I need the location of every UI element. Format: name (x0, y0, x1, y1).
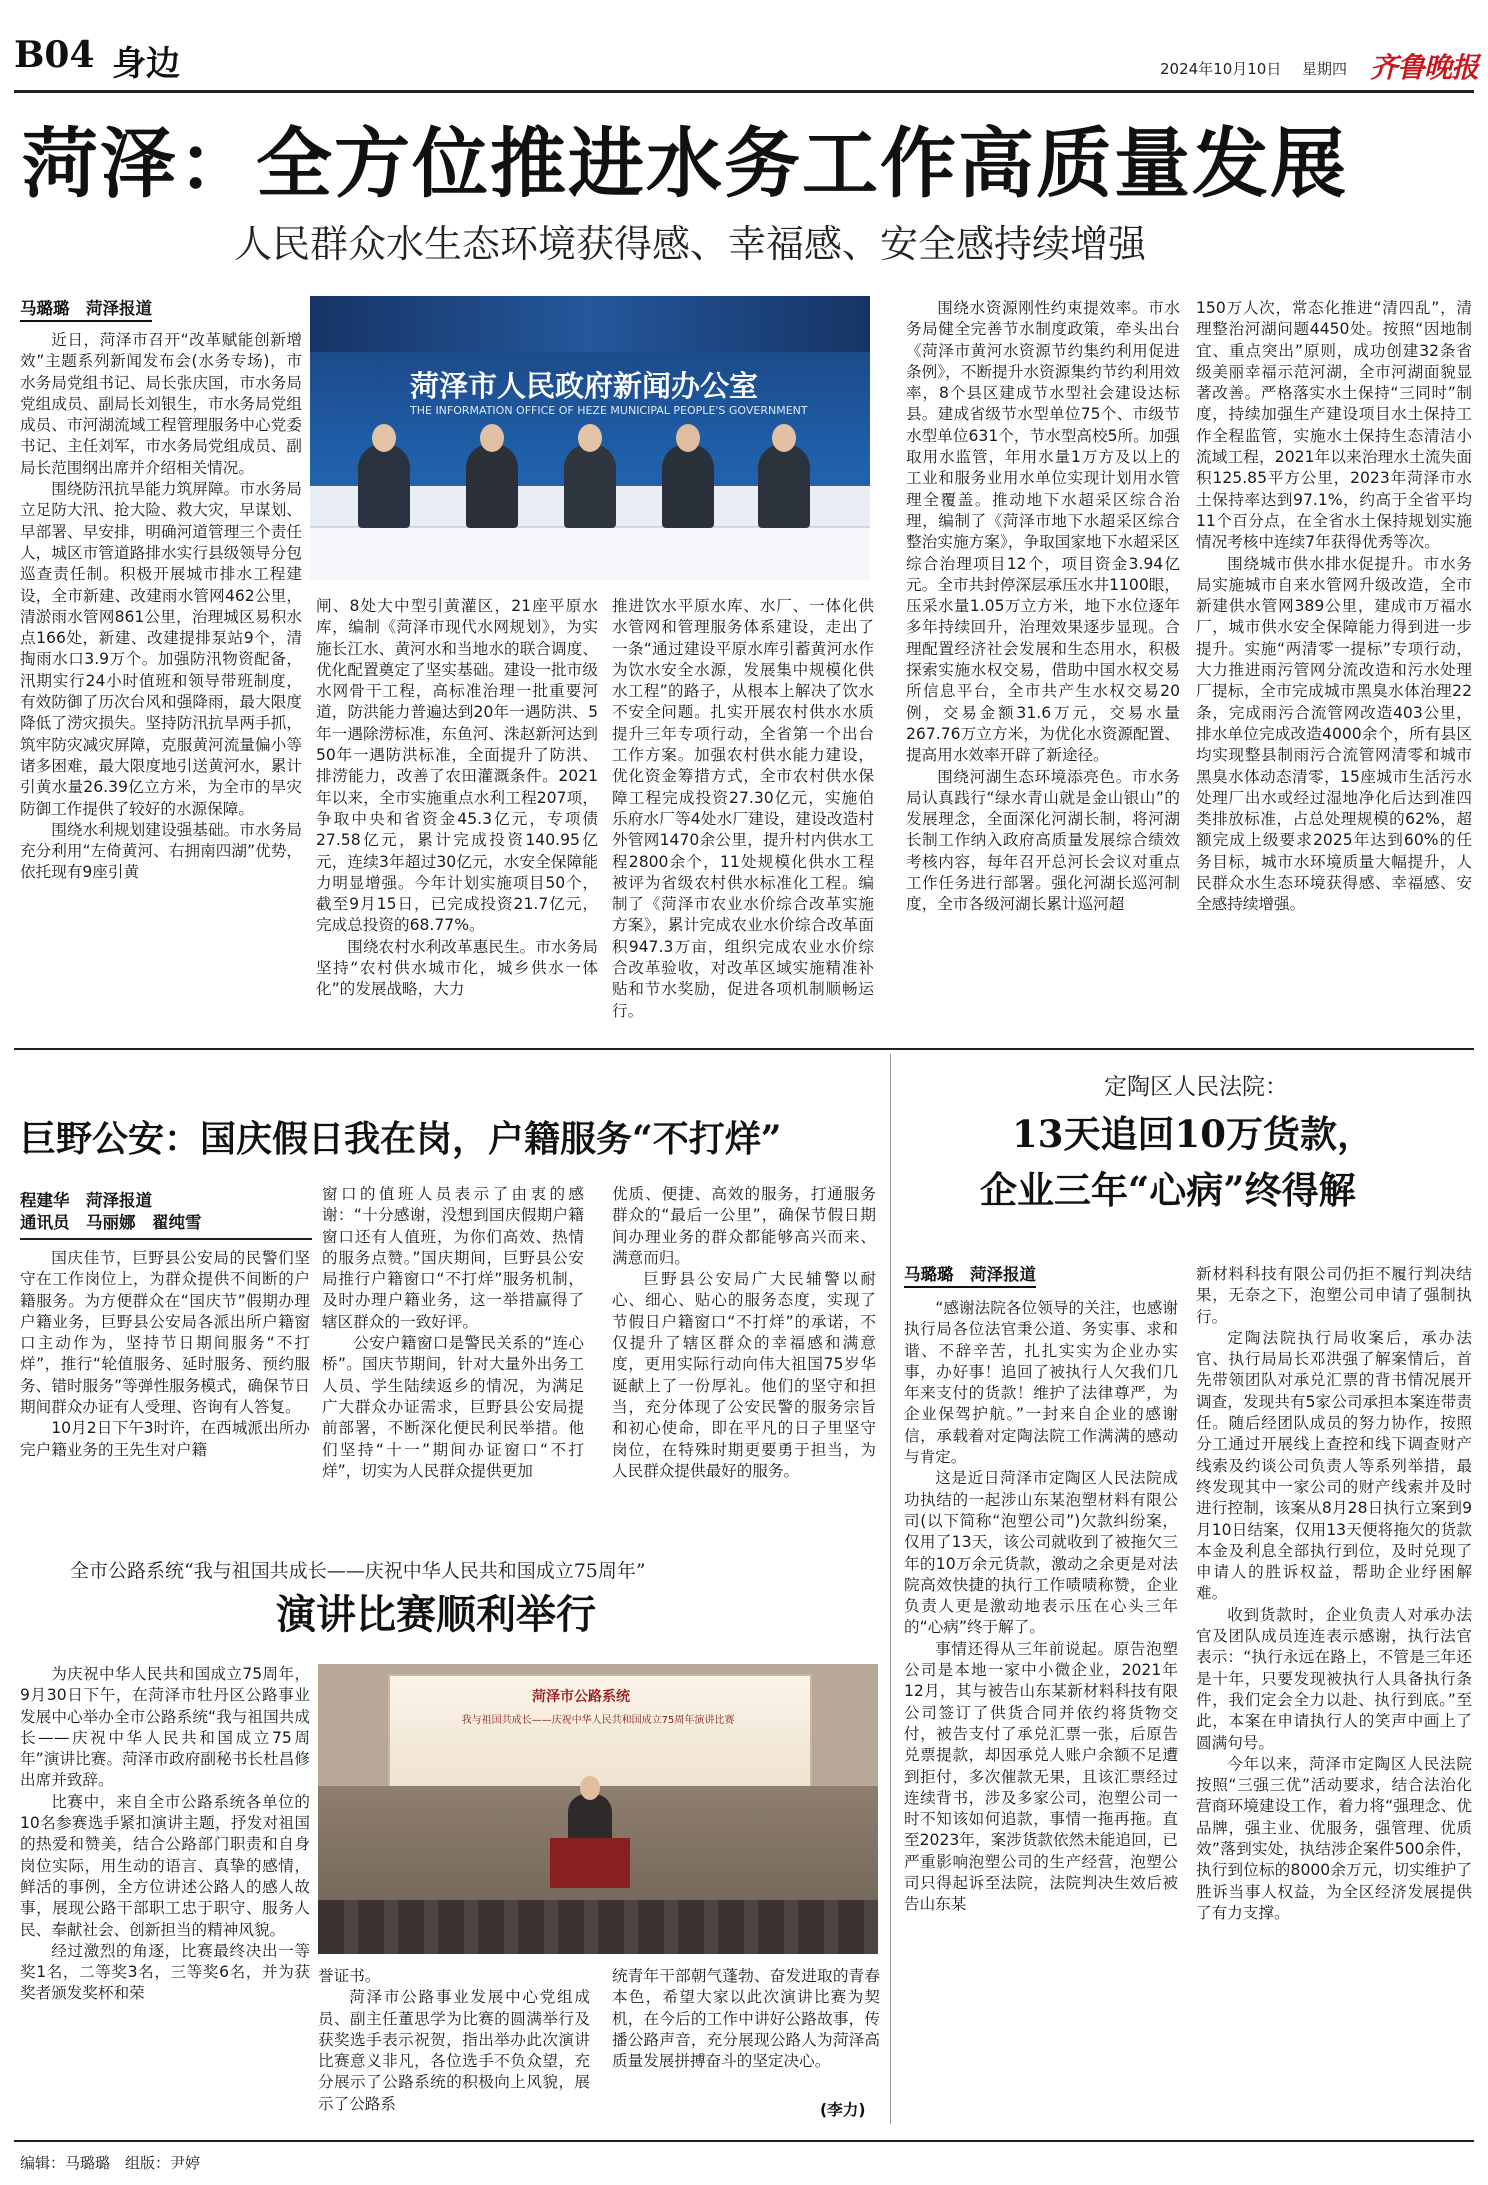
speech-kicker: 全市公路系统“我与祖国共成长——庆祝中华人民共和国成立75周年” (70, 1560, 646, 1582)
issue-weekday: 星期四 (1302, 60, 1348, 78)
paragraph: 围绕农村水利改革惠民生。市水务局坚持“农村供水城市化，城乡供水一体化”的发展战略，大力 (316, 937, 598, 999)
main-subheadline: 人民群众水生态环境获得感、幸福感、安全感持续增强 (234, 222, 1147, 266)
paragraph: 经过激烈的角逐，比赛最终决出一等奖1名，二等奖3名，三等奖6名，并为获奖者颁发奖杯和荣 (20, 1941, 310, 2003)
police-byline-reporter: 程建华 菏泽报道 (20, 1191, 152, 1210)
issue-date: 2024年10月10日 (1160, 60, 1282, 78)
section-divider (14, 1048, 1474, 1050)
paragraph: 窗口的值班人员表示了由衷的感谢：“十分感谢，没想到国庆假期户籍窗口还有人值班，为你们高效、热情的服务点赞。”国庆期间，巨野县公安局推行户籍窗口“不打烊”服务机制，及时办理户籍业务，这一举措赢得了辖区群众的一致好评。 (322, 1185, 584, 1331)
main-byline: 马璐璐 菏泽报道 (20, 298, 152, 322)
police-column-2 (322, 1184, 584, 1538)
main-headline: 菏泽：全方位推进水务工作高质量发展 (22, 119, 1348, 208)
paragraph: 定陶法院执行局收案后，承办法官、执行局局长邓洪强了解案情后，首先带领团队对承兑汇票的背书情况展开调查，发现共有5家公司承担本案连带责任。随后经团队成员的努力协作，按照分工通过开展线上查控和线下调查财产线索及约谈公司负责人等系列举措，最终发现其中一家公司的财产线索并及时进行控制，该案从8月28日执行立案到9月10日结案，仅用13天便将拖欠的货款本金及利息全部执行到位，及时兑现了申请人的胜诉权益，帮助企业纾困解难。 (1196, 1328, 1472, 1603)
court-kicker: 定陶区人民法院： (1104, 1074, 1288, 1100)
footer-rule (14, 2140, 1474, 2142)
speech-photo-caption: 我与祖国共成长——庆祝中华人民共和国成立75周年演讲比赛 (461, 1715, 735, 1726)
paragraph: 誉证书。 (318, 1967, 381, 1985)
paragraph: 新材料科技有限公司仍拒不履行判决结果，无奈之下，泡塑公司申请了强制执行。 (1196, 1265, 1472, 1326)
section-name: 身边 (112, 44, 180, 84)
press-conference-photo (310, 296, 870, 580)
court-headline-line-2: 企业三年“心病”终得解 (980, 1168, 1356, 1212)
paragraph: 统青年干部朝气蓬勃、奋发进取的青春本色，希望大家以此次演讲比赛为契机，在今后的工作中讲好公路故事，传播公路声音，充分展现公路人为菏泽高质量发展拼搏奋斗的坚定决心。 (612, 1967, 880, 2071)
police-column-3 (612, 1184, 876, 1538)
paragraph: 为庆祝中华人民共和国成立75周年，9月30日下午，在菏泽市牡丹区公路事业发展中心举办全市公路系统“我与祖国共成长——庆祝中华人民共和国成立75周年”演讲比赛。菏泽市政府副秘书长杜昌修出席并致辞。 (20, 1665, 310, 1790)
paper-logo: 齐鲁晚报 (1370, 51, 1479, 84)
court-column-2 (1196, 1264, 1472, 2124)
paragraph: 事情还得从三年前说起。原告泡塑公司是本地一家中小微企业，2021年12月，其与被告山东某新材料科技有限公司签订了供货合同并依约将货物交付，被告支付了承兑汇票一张，后原告兑票提款，却因承兑人账户余额不足遭到拒付，多次催款无果，且该汇票经过连续背书，涉及多家公司，泡塑公司一时不知该如何追款，事情一拖再拖。直至2023年，案涉货款依然未能追回，已严重影响泡塑公司的生产经营，泡塑公司只得起诉至法院，法院判决生效后被告山东某 (904, 1639, 1178, 1914)
paragraph: 收到货款时，企业负责人对承办法官及团队成员连连表示感谢，执行法官表示：“执行永远在路上，不管是三年还是十年，只要发现被执行人具备执行条件，我们定会全力以赴、执行到底。”至此，本案在申请执行人的笑声中画上了圆满句号。 (1196, 1605, 1472, 1752)
speech-column-1 (20, 1664, 310, 2124)
editor-credit: 编辑：马璐璐 组版：尹婷 (20, 2154, 201, 2172)
speech-column-3 (612, 1966, 880, 2096)
speech-photo-banner: 菏泽市公路系统 (532, 1689, 630, 1705)
paragraph: 优质、便捷、高效的服务，打通服务群众的“最后一公里”，确保节假日期间办理业务的群众都能够高兴而来、满意而归。 (612, 1185, 876, 1267)
main-article-column-4 (906, 298, 1180, 1035)
speech-headline: 演讲比赛顺利举行 (276, 1591, 596, 1638)
police-column-1 (20, 1248, 310, 1538)
photo-banner-title: 菏泽市人民政府新闻办公室 (410, 369, 759, 403)
paragraph: 菏泽市公路事业发展中心党组成员、副主任董思学为比赛的圆满举行及获奖选手表示祝贺，指出举办此次演讲比赛意义非凡，各位选手不负众望，充分展示了公路系统的积极向上风貌，展示了公路系 (318, 1988, 590, 2113)
paragraph: 这是近日菏泽市定陶区人民法院成功执结的一起涉山东某泡塑材料有限公司(以下简称“泡塑公司”)欠款纠纷案，仅用了13天，该公司就收到了被拖欠三年的10万余元货款，激动之余更是对法院高效快捷的执行工作啧啧称赞，企业负责人更是激动地表示压在心头三年的“心病”终于解了。 (904, 1469, 1178, 1637)
paragraph: 国庆佳节，巨野县公安局的民警们坚守在工作岗位上，为群众提供不间断的户籍服务。为方便群众在“国庆节”假期办理户籍业务，巨野县公安局各派出所户籍窗口主动作为，坚持节日期间服务“不打烊”，推行“轮值服务、延时服务、预约服务、错时服务”等弹性服务模式，确保节日期间群众办证有人受理、咨询有人答复。 (20, 1249, 310, 1417)
paragraph: 围绕水资源刚性约束提效率。市水务局健全完善节水制度政策，牵头出台《菏泽市黄河水资源节约集约利用促进条例》，不断提升水资源集约节约利用效率，8个县区建成节水型社会建设达标县。建成省级节水型单位75个、市级节水型单位631个，节水型高校5所。加强取用水监管，年用水量1万方及以上的工业和服务业用水单位实现计划用水管理全覆盖。推动地下水超采区综合治理，编制了《菏泽市地下水超采区综合整治实施方案》，争取国家地下水超采区综合治理项目12个，项目资金3.94亿元。全市共封停深层承压水井1100眼，压采水量1.05万立方米，地下水位逐年多年持续回升，治理效果逐步显现。合理配置经济社会发展和生态用水，积极探索实施水权交易，借助中国水权交易所信息平台，全市共产生水权交易20例，交易金额31.6万元，交易水量267.76万立方米，为优化水资源配置、提高用水效率开辟了新途径。 (906, 299, 1180, 765)
main-article-column-1 (20, 330, 302, 1035)
paragraph: 围绕水利规划建设强基础。市水务局充分利用“左倚黄河、右拥南四湖”优势，依托现有9座引黄 (20, 820, 302, 882)
paragraph: 近日，菏泽市召开“改革赋能创新增效”主题系列新闻发布会(水务专场)，市水务局党组书记、局长张庆国，市水务局党组成员、副局长刘银生，市水务局党组成员、市河湖流域工程管理服务中心党委书记、主任刘军，市水务局党组成员、副局长范围纲出席并介绍相关情况。 (20, 331, 302, 477)
paragraph: 150万人次，常态化推进“清四乱”，清理整治河湖问题4450处。按照“因地制宜、重点突出”原则，成功创建32条省级美丽幸福示范河湖，全市河湖面貌显著改善。严格落实水土保持“三同时”制度，持续加强生产建设项目水土保持工作全程监管，实施水土保持生态清洁小流域工程，2021年以来治理水土流失面积125.85平方公里，2023年菏泽市水土保持率达到97.1%，约高于全省平均11个百分点，在全省水土保持规划实施情况考核中连续7年获得优秀等次。 (1196, 299, 1472, 552)
paragraph: 公安户籍窗口是警民关系的“连心桥”。国庆节期间，针对大量外出务工人员、学生陆续返乡的情况，为满足广大群众办证需求，巨野县公安局提前部署，不断深化便民利民举措。他们坚持“十一”期间办证窗口“不打烊”，切实为人民群众提供更加 (322, 1334, 584, 1480)
photo-banner-subtitle: THE INFORMATION OFFICE OF HEZE MUNICIPAL PEOPLE'S GOVERNMENT (410, 404, 808, 417)
paragraph: 10月2日下午3时许，在西城派出所办完户籍业务的王先生对户籍 (20, 1419, 310, 1459)
paragraph: 巨野县公安局广大民辅警以耐心、细心、贴心的服务态度，实现了节假日户籍窗口“不打烊”的承诺，不仅提升了辖区群众的幸福感和满意度，更用实际行动向伟大祖国75岁华诞献上了一份厚礼。他们的坚守和担当，充分体现了公安民警的服务宗旨和初心使命，即在平凡的日子里坚守岗位，在特殊时期更要勇于担当，为人民群众提供最好的服务。 (612, 1270, 876, 1480)
paragraph: 比赛中，来自全市公路系统各单位的10名参赛选手紧扣演讲主题，抒发对祖国的热爱和赞美，结合公路部门职责和自身岗位实际，用生动的语言、真挚的感情，鲜活的事例，全方位讲述公路人的感人故事，展现公路干部职工忠于职守、服务人民、奉献社会、创新担当的精神风貌。 (20, 1792, 310, 1939)
speech-contest-photo (318, 1664, 878, 1954)
paragraph: 今年以来，菏泽市定陶区人民法院按照“三强三优”活动要求，结合法治化营商环境建设工作，着力将“强理念、优品牌，强主业、优服务，强管理、优质效”落到实处，执结涉企案件500余件，执行到位标的8000余万元，切实维护了胜诉当事人权益，为全区经济发展提供了有力支撑。 (1196, 1754, 1472, 1922)
police-byline-correspondent: 通讯员 马丽娜 翟纯雪 (20, 1213, 202, 1232)
paragraph: 闸、8处大中型引黄灌区，21座平原水库，编制《菏泽市现代水网规划》，为实施长江水、黄河水和当地水的联合调度、优化配置奠定了坚实基础。建设一批市级水网骨干工程，高标准治理一批重要河道，防洪能力普遍达到20年一遇防洪、5年一遇除涝标准，东鱼河、洙赵新河达到50年一遇防洪标准，全面提升了防洪、排涝能力，改善了农田灌溉条件。2021年以来，全市实施重点水利工程207项，争取中央和省资金45.3亿元，专项债27.58亿元，累计完成投资140.95亿元，连续3年超过30亿元，水安全保障能力明显增强。今年计划实施项目50个，截至9月15日，已完成投资21.7亿元，完成总投资的68.77%。 (316, 597, 598, 935)
paragraph: 围绕防汛抗旱能力筑屏障。市水务局立足防大汛、抢大险、救大灾，早谋划、早部署、早安排，明确河道管理三个责任人，城区市管道路排水实行县级领导分包巡查责任制。积极开展城市排水工程建设，全市新建、改建雨水管网462公里，清淤雨水管网861公里，治理城区易积水点166处，新建、改建提排泵站9个，清掏雨水口3.9万个。加强防汛物资配备，汛期实行24小时值班和领导带班制度，有效防御了历次台风和强降雨，最大限度降低了涝灾损失。坚持防汛抗旱两手抓，筑牢防灾减灾屏障，克服黄河流量偏小等诸多困难，最大限度地引送黄河水，累计引黄水量26.39亿立方米，为全市的旱灾防御工作提供了较好的水源保障。 (20, 480, 302, 818)
police-headline: 巨野公安：国庆假日我在岗，户籍服务“不打烊” (20, 1118, 782, 1160)
main-article-column-3 (612, 596, 874, 1035)
speech-author: (李力) (820, 2101, 866, 2119)
court-headline-line-1: 13天追回10万货款， (1012, 1112, 1374, 1156)
section-code: B04 (14, 34, 95, 76)
main-article-column-5 (1196, 298, 1472, 1035)
speech-column-2 (318, 1966, 590, 2124)
paragraph: “感谢法院各位领导的关注，也感谢执行局各位法官秉公道、务实事、求和谐、不辞辛苦，扎扎实实为企业办实事，办好事！追回了被执行人欠我们几年来支付的货款！维护了法律尊严，为企业保驾护航。”一封来自企业的感谢信，承载着对定陶法院工作满满的感动与肯定。 (904, 1299, 1178, 1467)
paragraph: 围绕河湖生态环境添亮色。市水务局认真践行“绿水青山就是金山银山”的发展理念，全面深化河湖长制，将河湖长制工作纳入政府高质量发展综合绩效考核内容，每年召开总河长会议对重点工作任务进行部署。强化河湖长巡河制度，全市各级河湖长累计巡河超 (906, 767, 1180, 914)
paragraph: 推进饮水平原水库、水厂、一体化供水管网和管理服务体系建设，走出了一条“通过建设平原水库引蓄黄河水作为饮水安全水源，发展集中规模化供水工程”的路子，从根本上解决了饮水不安全问题。扎实开展农村供水水质提升三年专项行动，全省第一个出台工作方案。加强农村供水能力建设，优化资金筹措方式，全市农村供水保障工程完成投资27.30亿元，实施伯乐府水厂等4处水厂建设，建设改造村外管网1470余公里，提升村内供水工程2800余个，11处规模化供水工程被评为省级农村供水标准化工程。编制了《菏泽市农业水价综合改革实施方案》，累计完成农业水价综合改革面积947.3万亩，组织完成农业水价综合改革验收，对改革区域实施精准补贴和节水奖励，促进各项机制顺畅运行。 (612, 597, 874, 1020)
main-article-column-2 (316, 596, 598, 1035)
header-rule (14, 90, 1474, 93)
court-byline: 马璐璐 菏泽报道 (904, 1264, 1036, 1288)
column-divider (890, 1054, 891, 2124)
court-column-1 (904, 1298, 1178, 2124)
paragraph: 围绕城市供水排水促提升。市水务局实施城市自来水管网升级改造，全市新建供水管网389公里，建成市万福水厂，城市供水安全保障能力得到进一步提升。实施“两清零一提标”专项行动，大力推进雨污管网分流改造和污水处理厂提标，全市完成城市黑臭水体治理22条，完成雨污合流管网改造403公里，排水单位完成改造4000余个，所有县区均实现整县制雨污合流管网清零和城市黑臭水体动态清零，15座城市生活污水处理厂出水或经过湿地净化后达到准四类排放标准，占总处理规模的62%，超额完成上级要求2025年达到60%的任务目标，城市水环境质量大幅提升，人民群众水生态环境获得感、幸福感、安全感持续增强。 (1196, 554, 1472, 914)
police-byline-rule (20, 1238, 312, 1240)
